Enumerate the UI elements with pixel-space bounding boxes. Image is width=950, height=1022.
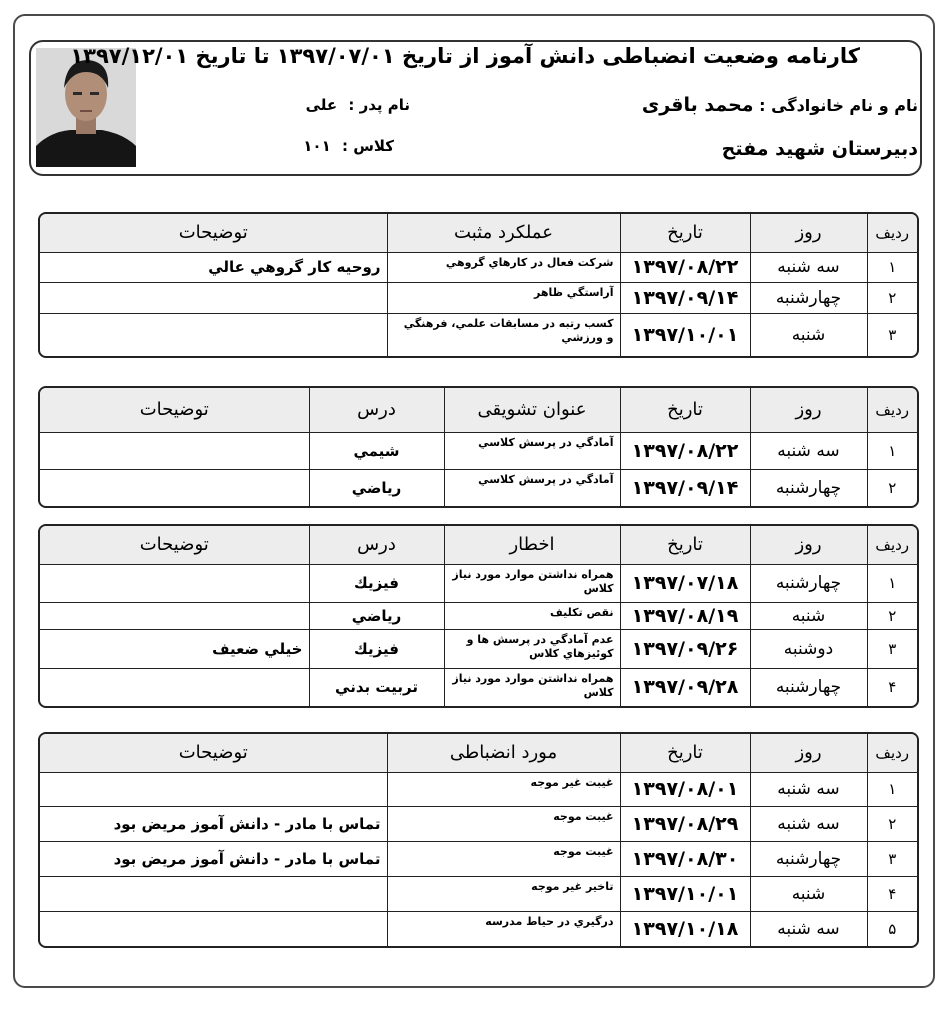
row-subject: فيزيك [309,564,444,602]
row-item: آمادگي در پرسش کلاسي [444,469,620,506]
warning-table [38,524,919,708]
table-header-row [40,734,917,772]
row-date: ۱۳۹۷/۰۸/۲۲ [620,432,750,469]
class-label: کلاس : [341,137,394,155]
row-day: چهارشنبه [750,469,867,506]
col-day: روز [750,526,867,564]
col-row-number: ردیف [867,388,917,432]
col-incentive-title: عنوان تشویقی [444,388,620,432]
row-item: درگيري در حياط مدرسه [387,912,620,946]
row-date: ۱۳۹۷/۱۰/۱۸ [620,912,750,946]
row-number: ۳ [867,630,917,668]
row-day: دوشنبه [750,630,867,668]
disciplinary-table [38,732,919,948]
row-day: چهارشنبه [750,842,867,877]
row-item: غيبت موجه [387,807,620,842]
row-item: آمادگي در پرسش کلاسي [444,432,620,469]
row-day: چهارشنبه [750,283,867,314]
table-row [40,668,917,706]
row-date: ۱۳۹۷/۰۹/۱۴ [620,469,750,506]
father-name: علی [305,96,338,114]
row-day: شنبه [750,314,867,356]
row-item: همراه نداشتن موارد مورد نياز کلاس [444,668,620,706]
row-subject: رياضي [309,469,444,506]
row-date: ۱۳۹۷/۱۰/۰۱ [620,877,750,912]
col-notes: توضیحات [40,214,387,252]
table-header-row [40,388,917,432]
col-row-number: ردیف [867,734,917,772]
row-note: تماس با مادر - دانش آموز مريض بود [40,807,387,842]
row-day: چهارشنبه [750,564,867,602]
row-subject: تربيت بدني [309,668,444,706]
col-date: تاریخ [620,214,750,252]
row-item: شرکت فعال در کارهاي گروهي [387,252,620,283]
col-date: تاریخ [620,526,750,564]
row-date: ۱۳۹۷/۰۷/۱۸ [620,564,750,602]
col-day: روز [750,214,867,252]
col-subject: درس [309,388,444,432]
row-day: شنبه [750,602,867,630]
row-note [40,912,387,946]
row-item: عدم آمادگي در پرسش ها و کوئيزهاي کلاس [444,630,620,668]
row-day: سه شنبه [750,912,867,946]
row-subject: شيمي [309,432,444,469]
row-day: سه شنبه [750,807,867,842]
school-name: دبیرستان شهید مفتح [721,138,918,160]
table-row [40,877,917,912]
col-day: روز [750,734,867,772]
report-title: کارنامه وضعيت انضباطی دانش آموز از تاریخ ۱۳۹۷/۰۷/۰۱ تا تاریخ ۱۳۹۷/۱۲/۰۱ [70,44,860,68]
row-number: ۱ [867,564,917,602]
class-line [303,137,394,155]
row-date: ۱۳۹۷/۰۹/۱۴ [620,283,750,314]
col-date: تاریخ [620,734,750,772]
col-day: روز [750,388,867,432]
table-row [40,432,917,469]
col-warning: اخطار [444,526,620,564]
table-row [40,912,917,946]
row-note [40,432,309,469]
row-item: نقص تکليف [444,602,620,630]
row-subject: رياضي [309,602,444,630]
row-number: ۵ [867,912,917,946]
row-date: ۱۳۹۷/۰۹/۲۶ [620,630,750,668]
full-name-label: نام و نام خانوادگی : [759,96,918,115]
table-row [40,469,917,506]
row-day: سه شنبه [750,252,867,283]
table-row [40,842,917,877]
row-number: ۴ [867,877,917,912]
row-date: ۱۳۹۷/۰۸/۲۲ [620,252,750,283]
student-name-line [642,94,918,116]
row-note [40,668,309,706]
table-header-row [40,526,917,564]
row-note: تماس با مادر - دانش آموز مريض بود [40,842,387,877]
table-row [40,252,917,283]
table-row [40,807,917,842]
row-note [40,564,309,602]
class-value: ۱۰۱ [303,137,331,155]
row-date: ۱۳۹۷/۰۸/۳۰ [620,842,750,877]
row-day: شنبه [750,877,867,912]
row-number: ۱ [867,432,917,469]
row-subject: فيزيك [309,630,444,668]
row-note [40,314,387,356]
row-note [40,877,387,912]
col-notes: توضیحات [40,734,387,772]
incentive-table [38,386,919,508]
row-item: غيبت موجه [387,842,620,877]
row-note [40,283,387,314]
row-date: ۱۳۹۷/۰۸/۰۱ [620,772,750,807]
positive-performance-table [38,212,919,358]
father-name-line [306,96,410,114]
row-number: ۲ [867,807,917,842]
row-number: ۴ [867,668,917,706]
row-note [40,772,387,807]
table-row [40,630,917,668]
col-row-number: ردیف [867,526,917,564]
row-date: ۱۳۹۷/۱۰/۰۱ [620,314,750,356]
row-note [40,602,309,630]
row-day: چهارشنبه [750,668,867,706]
row-item: آراستگي ظاهر [387,283,620,314]
col-date: تاریخ [620,388,750,432]
table-row [40,602,917,630]
table-row [40,314,917,356]
row-item: کسب رتبه در مسابقات علمي، فرهنگي و ورزشي [387,314,620,356]
row-date: ۱۳۹۷/۰۸/۲۹ [620,807,750,842]
row-number: ۱ [867,772,917,807]
col-notes: توضیحات [40,526,309,564]
table-row [40,772,917,807]
table-row [40,564,917,602]
table-header-row [40,214,917,252]
row-item: تاخير غير موجه [387,877,620,912]
col-notes: توضیحات [40,388,309,432]
row-date: ۱۳۹۷/۰۹/۲۸ [620,668,750,706]
father-label: نام پدر : [348,96,410,114]
row-item: غيبت غير موجه [387,772,620,807]
row-number: ۲ [867,469,917,506]
row-number: ۱ [867,252,917,283]
row-date: ۱۳۹۷/۰۸/۱۹ [620,602,750,630]
col-row-number: ردیف [867,214,917,252]
col-subject: درس [309,526,444,564]
col-positive-performance: عملکرد مثبت [387,214,620,252]
row-note: خيلي ضعيف [40,630,309,668]
row-day: سه شنبه [750,432,867,469]
student-name: محمد باقری [641,94,754,116]
row-number: ۲ [867,602,917,630]
row-number: ۳ [867,314,917,356]
row-item: همراه نداشتن موارد مورد نياز کلاس [444,564,620,602]
row-number: ۲ [867,283,917,314]
row-note: روحيه کار گروهي عالي [40,252,387,283]
col-disciplinary-case: مورد انضباطی [387,734,620,772]
row-note [40,469,309,506]
table-row [40,283,917,314]
row-number: ۳ [867,842,917,877]
row-day: سه شنبه [750,772,867,807]
